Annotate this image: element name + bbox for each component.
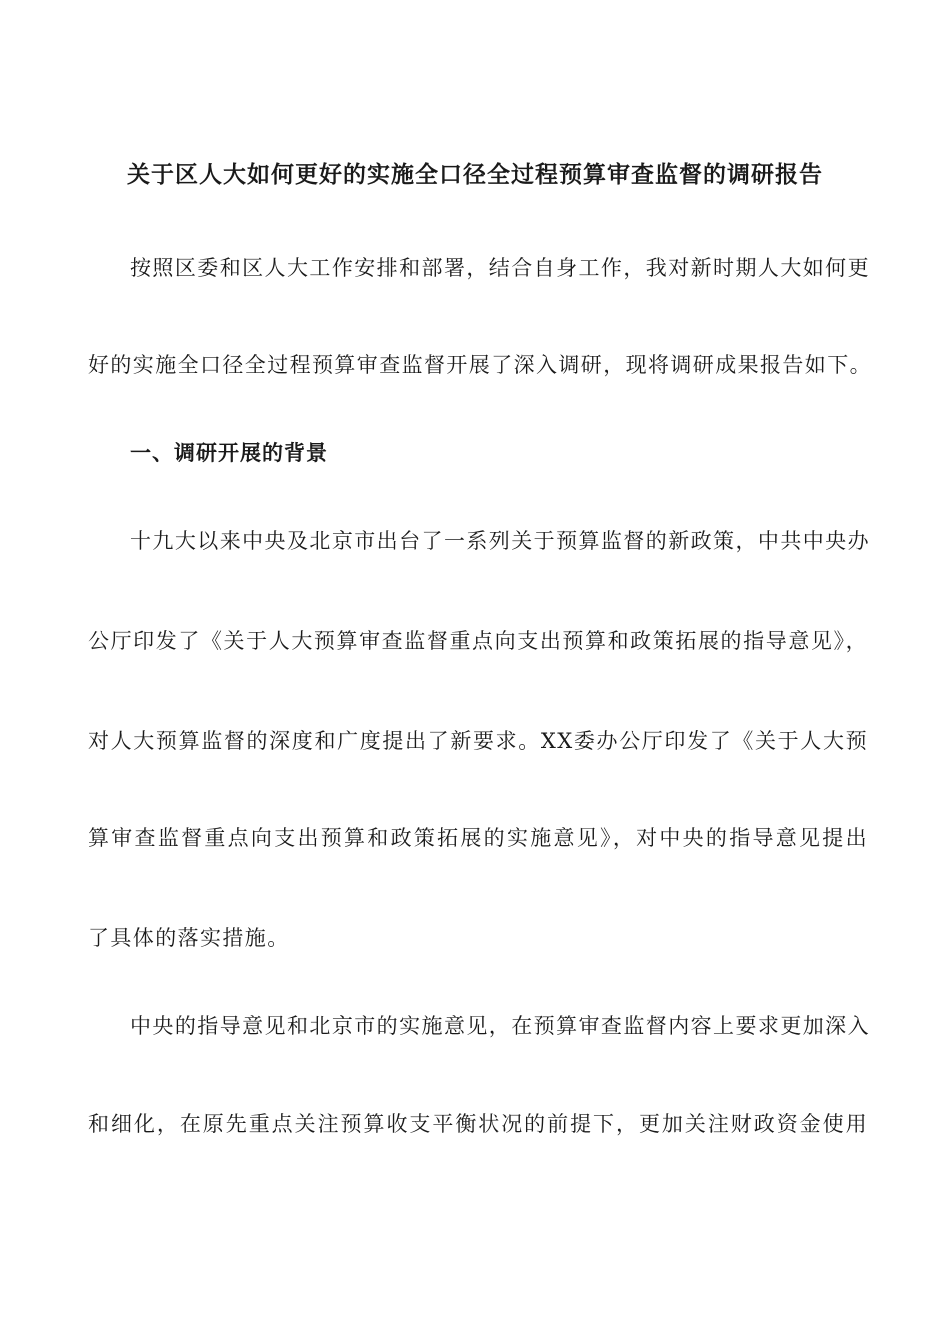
paragraph-2-line-5: 了具体的落实措施。	[88, 926, 290, 950]
paragraph-1-line-1: 按照区委和区人大工作安排和部署，结合自身工作，我对新时期人大如何更	[130, 256, 870, 280]
paragraph-2-line-2: 公厅印发了《关于人大预算审查监督重点向支出预算和政策拓展的指导意见》，	[88, 629, 868, 653]
paragraph-2-line-3: 对人大预算监督的深度和广度提出了新要求。XX委办公厅印发了《关于人大预	[88, 729, 868, 753]
paragraph-1-line-2: 好的实施全口径全过程预算审查监督开展了深入调研，现将调研成果报告如下。	[88, 353, 872, 377]
paragraph-3-line-2: 和细化，在原先重点关注预算收支平衡状况的前提下，更加关注财政资金使用	[88, 1112, 868, 1136]
section-1-heading: 一、调研开展的背景	[130, 440, 328, 465]
paragraph-2-line-1: 十九大以来中央及北京市出台了一系列关于预算监督的新政策，中共中央办	[130, 529, 870, 553]
paragraph-3-line-1: 中央的指导意见和北京市的实施意见，在预算审查监督内容上要求更加深入	[130, 1014, 870, 1038]
document-title: 关于区人大如何更好的实施全口径全过程预算审查监督的调研报告	[127, 161, 823, 188]
paragraph-2-line-4: 算审查监督重点向支出预算和政策拓展的实施意见》，对中央的指导意见提出	[88, 826, 868, 850]
